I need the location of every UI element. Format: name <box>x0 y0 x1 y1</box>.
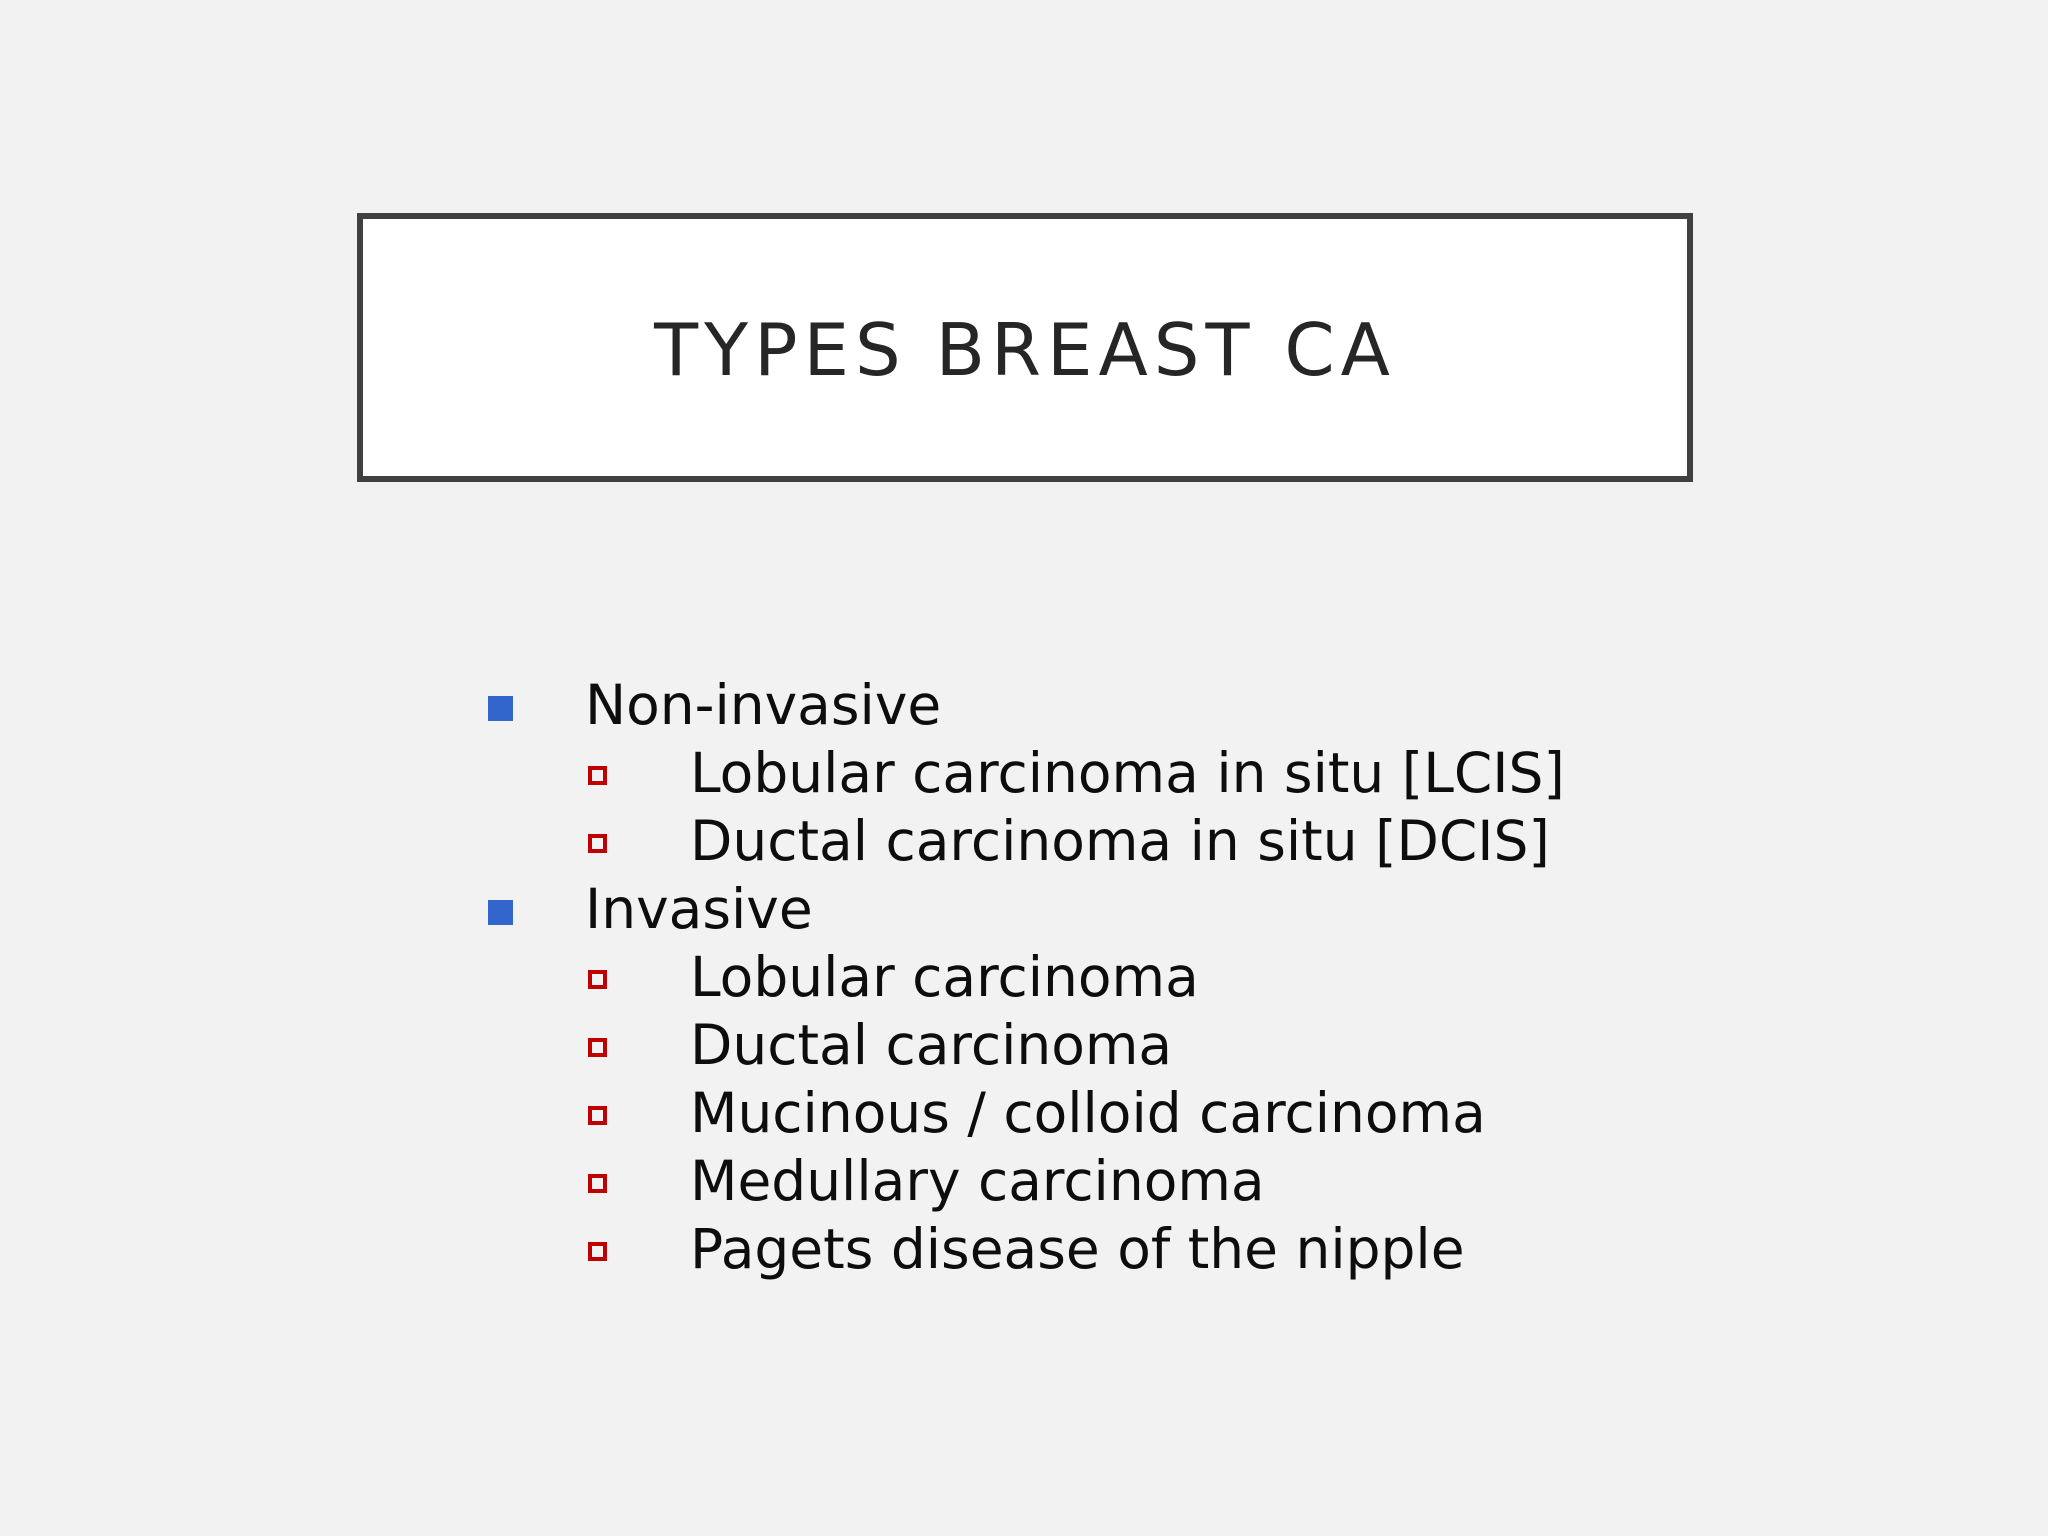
hollow-square-bullet-icon <box>588 1106 607 1125</box>
list-item-level2 <box>488 1212 1788 1280</box>
list-item-level2 <box>488 1076 1788 1144</box>
list-item-level2 <box>488 736 1788 804</box>
filled-square-bullet-icon <box>488 696 513 721</box>
title-box <box>357 213 1693 482</box>
slide-title: TYPES BREAST CA <box>654 307 1396 392</box>
filled-square-bullet-icon <box>488 900 513 925</box>
section-label: Invasive <box>585 877 813 941</box>
hollow-square-bullet-icon <box>588 766 607 785</box>
subitem-label: Medullary carcinoma <box>690 1149 1265 1213</box>
hollow-square-bullet-icon <box>588 1242 607 1261</box>
subitem-label: Lobular carcinoma in situ [LCIS] <box>690 741 1565 805</box>
subitem-label: Lobular carcinoma <box>690 945 1199 1009</box>
subitem-label: Ductal carcinoma <box>690 1013 1173 1077</box>
subitem-label: Ductal carcinoma in situ [DCIS] <box>690 809 1550 873</box>
list-item-level2 <box>488 1144 1788 1212</box>
hollow-square-bullet-icon <box>588 834 607 853</box>
subitem-label: Pagets disease of the nipple <box>690 1217 1465 1281</box>
section-label: Non-invasive <box>585 673 942 737</box>
list-item-level1 <box>488 668 1788 736</box>
list-item-level1 <box>488 872 1788 940</box>
hollow-square-bullet-icon <box>588 1174 607 1193</box>
list-item-level2 <box>488 1008 1788 1076</box>
bullet-list <box>488 668 1788 1280</box>
list-item-level2 <box>488 940 1788 1008</box>
hollow-square-bullet-icon <box>588 1038 607 1057</box>
hollow-square-bullet-icon <box>588 970 607 989</box>
subitem-label: Mucinous / colloid carcinoma <box>690 1081 1486 1145</box>
list-item-level2 <box>488 804 1788 872</box>
